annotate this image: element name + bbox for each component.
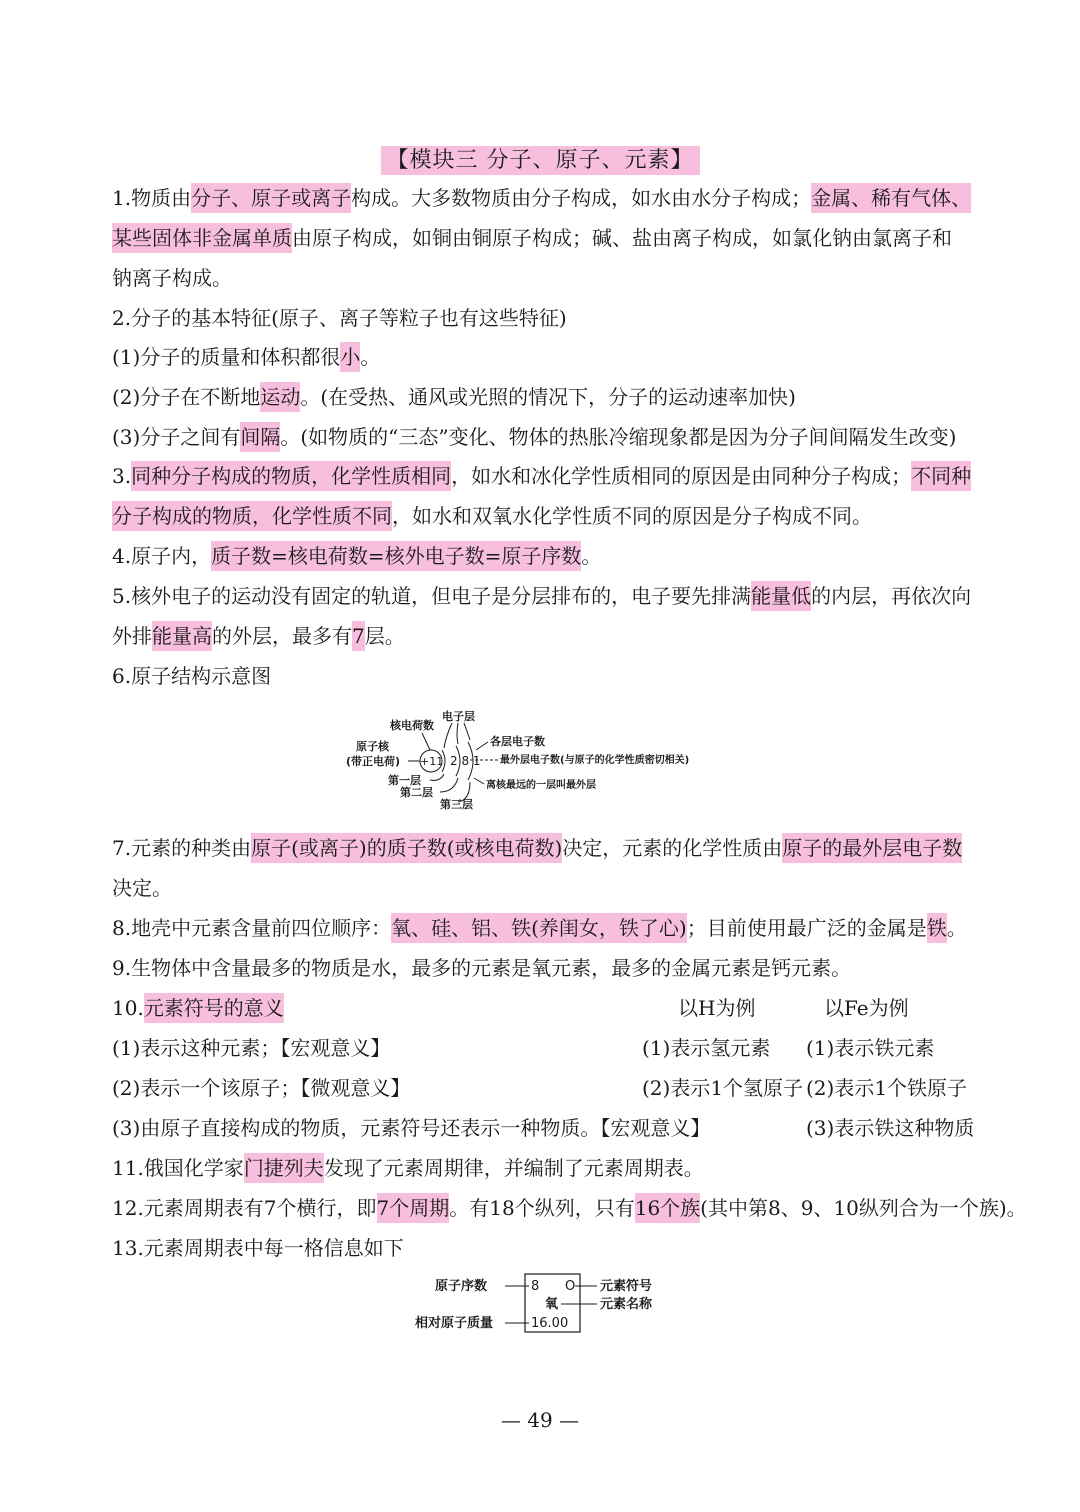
nucleus-sub-label: (带正电荷) <box>346 755 401 768</box>
layer-3-label: 第三层 <box>440 798 473 811</box>
mass-label: 相对原子质量 <box>415 1316 494 1331</box>
item-7-line-2: 决定。 <box>112 876 172 900</box>
item-7-line-1: 7.元素的种类由原子(或离子)的质子数(或核电荷数)决定，元素的化学性质由原子的最外层电子数 <box>112 832 982 864</box>
cell-number: 8 <box>531 1279 540 1294</box>
document-page: 【模块三 分子、原子、元素】 1.物质由分子、原子或离子构成。大多数物质由分子构成，如水由水分子构成；金属、稀有气体、 某些固体非金属单质由原子构成，如铜由铜原子构成；碱、盐由离子构成，如氯化钠由氯离子和 钠离子构成。 2.分子的基本特征(原子、离子等粒子也有这些特征) (1)分子的质量和体积都很小。 (2)分子在不断地运动。(在受热、通风或光照的情况下，分子的运动速率加快) (3)分子之间有间隔。(如物质的“三态”变化、物体的热胀冷缩现象都是因为分子间间隔发生改变) 3.同种分子构成的物质，化学性质相同，如水和冰化学性质相同的原因是由同种分子构成；不同种 分子构成的物质，化学性质不同，如水和双氧水化学性质不同的原因是分子构成不同。 4.原子内，质子数=核电荷数=核外电子数=原子序数。 5.核外电子的运动没有固定的轨道，但电子是分层排布的，电子要先排满能量低的内层，再依次向 外排能量高的外层，最多有7层。 6.原子结构示意图 核电荷数 电子层 各层电子数 原子核 (带正电荷) +11 2 8 1 最外层电子数(与原子的化学性质密切相关) 第一层 第二层 第三层 离核最远的一层叫最外层 7.元素的种类由原子(或离子)的质子数(或核电荷数)决定，元素的化学性质由原子的最外层电子数 决定。 8.地壳中元素含量前四位顺序：氧、硅、铝、铁(养闺女，铁了心)；目前使用最广泛的金属是铁。 9.生物体中含量最多的物质是水，最多的元素是氧元素，最多的金属元素是钙元素。 10.元素符号的意义 以H为例 以Fe为例 (1)表示这种元素；【宏观意义】 (1)表示氢元素 (1)表示铁元素 (2)表示一个该原子；【微观意义】 (2)表示1个氢原子 (2)表示1个铁原子 (3)由原子直接构成的物质，元素符号还表示一种物质。【宏观意义】 (3)表示铁这种物质 11.俄国化学家门捷列夫发现了元素周期律，并编制了元素周期表。 12.元素周期表有7个横行，即7个周期。有18个纵列，只有16个族(其中第8、9、10纵列合为一个族)。 13.元素周期表中每一格信息如下 8 O 氧 16.00 原子序数 相对原子质量 元素符号 元素名称 — 49 — <box>0 0 1080 1512</box>
item-12: 12.元素周期表有7个横行，即7个周期。有18个纵列，只有16个族(其中第8、9、10纵列合为一个族)。 <box>112 1192 982 1224</box>
number-label: 原子序数 <box>435 1279 488 1294</box>
item-13: 13.元素周期表中每一格信息如下 <box>112 1236 404 1260</box>
nucleus-label: 原子核 <box>356 740 389 753</box>
item-3-line-1: 3.同种分子构成的物质，化学性质相同，如水和冰化学性质相同的原因是由同种分子构成；不同种 <box>112 460 982 492</box>
item-10-row-3: (3)由原子直接构成的物质，元素符号还表示一种物质。【宏观意义】 <box>112 1116 711 1140</box>
periodic-cell-diagram <box>405 1270 695 1340</box>
item-5-line-2: 外排能量高的外层，最多有7层。 <box>112 620 982 652</box>
item-10-header: 10.元素符号的意义 <box>112 992 982 1024</box>
layer-2-label: 第二层 <box>400 786 433 799</box>
far-layer-label: 离核最远的一层叫最外层 <box>486 780 596 791</box>
layer-1-label: 第一层 <box>388 774 421 787</box>
item-1-line-1: 1.物质由分子、原子或离子构成。大多数物质由分子构成，如水由水分子构成；金属、稀有气体、 <box>112 182 982 214</box>
symbol-label: 元素符号 <box>600 1279 653 1294</box>
example-fe-label: 以Fe为例 <box>824 996 909 1020</box>
item-10-row-2: (2)表示一个该原子；【微观意义】 <box>112 1076 411 1100</box>
nucleus-value: +11 <box>420 755 444 768</box>
shell-label: 电子层 <box>442 710 475 723</box>
cell-mass: 16.00 <box>531 1316 569 1331</box>
cell-symbol: O <box>565 1279 576 1294</box>
item-6: 6.原子结构示意图 <box>112 664 272 688</box>
item-1-line-3: 钠离子构成。 <box>112 266 232 290</box>
example-h-label: 以H为例 <box>678 996 756 1020</box>
item-3-line-2: 分子构成的物质，化学性质不同，如水和双氧水化学性质不同的原因是分子构成不同。 <box>112 500 982 532</box>
item-2-2: (2)分子在不断地运动。(在受热、通风或光照的情况下，分子的运动速率加快) <box>112 381 982 413</box>
shell-electrons-label: 各层电子数 <box>490 735 545 748</box>
module-title: 【模块三 分子、原子、元素】 <box>0 143 1080 179</box>
item-5-line-1: 5.核外电子的运动没有固定的轨道，但电子是分层排布的，电子要先排满能量低的内层，再依次向 <box>112 580 982 612</box>
cell-name: 氧 <box>545 1297 559 1312</box>
name-label: 元素名称 <box>600 1297 653 1312</box>
atom-structure-diagram <box>330 700 770 820</box>
item-1-line-2: 某些固体非金属单质由原子构成，如铜由铜原子构成；碱、盐由离子构成，如氯化钠由氯离子和 <box>112 222 982 254</box>
item-2: 2.分子的基本特征(原子、离子等粒子也有这些特征) <box>112 306 567 330</box>
page-number: — 49 — <box>500 1408 580 1432</box>
item-9: 9.生物体中含量最多的物质是水，最多的元素是氧元素，最多的金属元素是钙元素。 <box>112 956 852 980</box>
item-11: 11.俄国化学家门捷列夫发现了元素周期律，并编制了元素周期表。 <box>112 1152 982 1184</box>
item-10-row-1: (1)表示这种元素；【宏观意义】 <box>112 1036 391 1060</box>
item-8: 8.地壳中元素含量前四位顺序：氧、硅、铝、铁(养闺女，铁了心)；目前使用最广泛的金属是铁。 <box>112 912 982 944</box>
item-2-3: (3)分子之间有间隔。(如物质的“三态”变化、物体的热胀冷缩现象都是因为分子间间隔发生改变) <box>112 421 982 453</box>
item-4: 4.原子内，质子数=核电荷数=核外电子数=原子序数。 <box>112 540 982 572</box>
outer-electrons-label: 最外层电子数(与原子的化学性质密切相关) <box>500 755 690 766</box>
charge-label: 核电荷数 <box>390 719 434 732</box>
electron-counts: 2 8 1 <box>450 754 481 768</box>
item-2-1: (1)分子的质量和体积都很小。 <box>112 341 982 373</box>
